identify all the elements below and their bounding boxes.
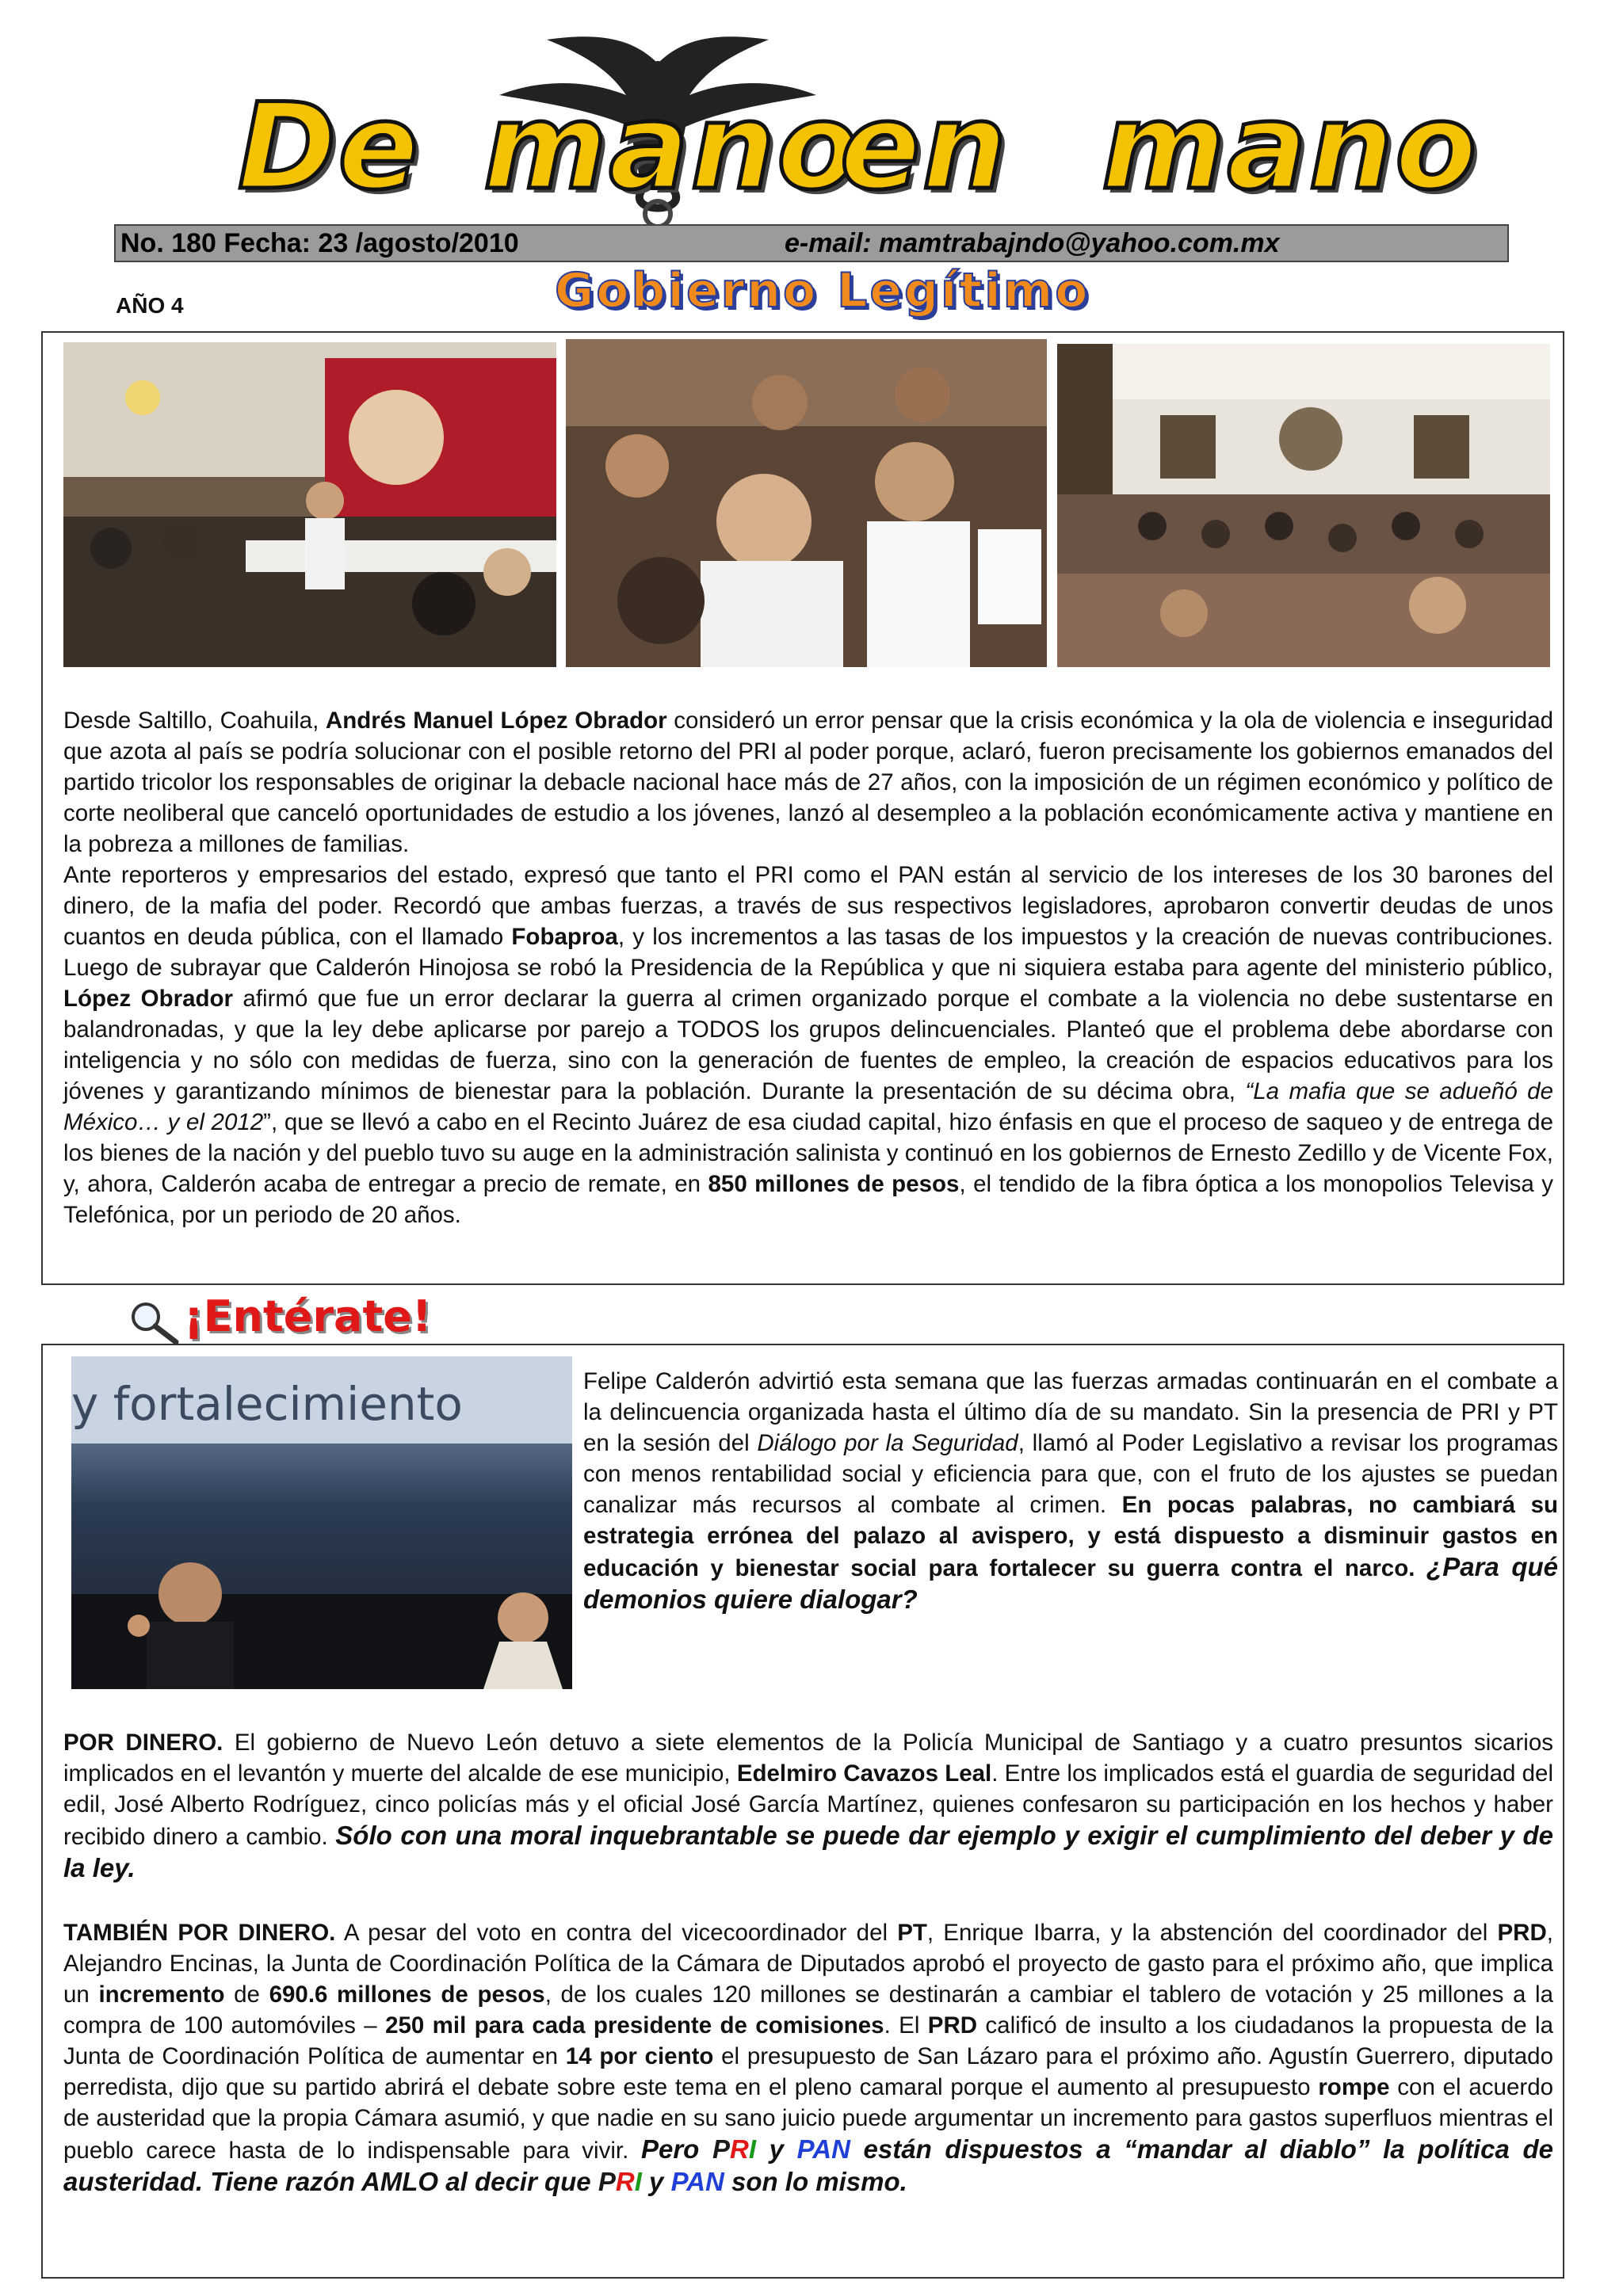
- brief-heading: TAMBIÉN POR DINERO.: [63, 1920, 336, 1946]
- year-label: AÑO 4: [116, 293, 184, 318]
- calderon-brief-text: Felipe Calderón advirtió esta semana que las fuerzas armadas continuarán en el combate a la delincuencia organizada hasta el último día de su mandato. Sin la presencia de PRI y PT en la sesión del Diálogo por la Seguridad, llamó al Poder Legislativo a revisar los programas con menos rentabilidad social y eficiencia para que, con el fruto de los ajustes se puedan canalizar más recursos al combate al crimen. En pocas palabras, no cambiará su estrategia errónea del palazo al avispero, y está dispuesto a disminuir gastos en educación y bienestar social para fortalecer su guerra contra el narco. ¿Para qué demonios quiere dialogar?: [583, 1368, 1559, 1614]
- masthead-word: De: [238, 78, 421, 216]
- main-article-paragraph: Desde Saltillo, Coahuila, Andrés Manuel López Obrador consideró un error pensar que la crisis económica y la ola de violencia e inseguridad que azota al país se podría solucionar con el posible retorno del PRI al poder porque, aclaró, fueron precisamente los gobiernos emanados del partido tricolor los responsables de originar la debacle nacional hace más de 27 años, con la imposición de un régimen económico y político de corte neoliberal que canceló oportunidades de estudio a los jóvenes, lanzó al desempleo a la población económicamente activa y mantiene en la pobreza a millones de familias.: [63, 707, 1554, 857]
- photo-caption: y fortalecimiento: [71, 1377, 463, 1431]
- magnifier-icon: [127, 1299, 182, 1347]
- photo-press-conference-image: [63, 342, 556, 667]
- photo-interview: [566, 339, 1047, 667]
- masthead-word: mano: [1102, 78, 1479, 216]
- photo-calderon-dialogue-image: [71, 1356, 572, 1689]
- amlo-name: Andrés Manuel López Obrador: [325, 707, 667, 734]
- masthead-word: en: [840, 78, 1009, 216]
- brief-heading: POR DINERO.: [63, 1730, 223, 1756]
- contact-email: e-mail: mamtrabajndo@yahoo.com.mx: [785, 228, 1280, 258]
- issue-number-date: No. 180 Fecha: 23 /agosto/2010: [120, 228, 519, 258]
- photo-calderon-dialogue: [71, 1356, 572, 1689]
- por-dinero-brief-text: POR DINERO. El gobierno de Nuevo León detuvo a siete elementos de la Policía Municipal de Santiago y a cuatro presuntos sicarios implicados en el levantón y muerte del alcalde de ese municipio, Edelmiro Cavazos Leal. Entre los implicados está el guardia de seguridad del edil, José Alberto Rodríguez, cinco policías más y el oficial José García Martínez, quienes confesaron su participación en los hechos y haber recibido dinero a cambio. Sólo con una moral inquebrantable se puede dar ejemplo y exigir el cumplimiento del deber y de la ley.: [63, 1730, 1553, 1882]
- photo-interview-image: [566, 339, 1047, 667]
- masthead-title: [238, 76, 1479, 235]
- gobierno-legitimo-banner: Gobierno Legítimo: [555, 263, 1090, 318]
- book-title: “La mafia que se adueñó de México… y el 2012: [63, 1078, 1553, 1135]
- tambien-por-dinero-brief-text: TAMBIÉN POR DINERO. A pesar del voto en contra del vicecoordinador del PT, Enrique Ibarra, y la abstención del coordinador del PRD, Alejandro Encinas, la Junta de Coordinación Política de la Cámara de Diputados aprobó el proyecto de gasto para el próximo año, que implica un incremento de 690.6 millones de pesos, de los cuales 120 millones se destinarán a cambiar el tablero de votación y 25 millones a la compra de 100 automóviles – 250 mil para cada presidente de comisiones. El PRD calificó de insulto a los ciudadanos la propuesta de la Junta de Coordinación Política de aumentar en 14 por ciento el presupuesto de San Lázaro para el próximo año. Agustín Guerrero, diputado perredista, dijo que su partido abrirá el debate sobre este tema en el pleno camaral porque el aumento al presupuesto rompe con el acuerdo de austeridad que la propia Cámara asumió, y que nadie en su sano juicio puede argumentar un incremento para gastos superfluos mientras el pueblo carece hasta de lo indispensable para vivir. Pero PRI y PAN están dispuestos a “mandar al diablo” la política de austeridad. Tiene razón AMLO al decir que PRI y PAN son lo mismo.: [63, 1920, 1554, 2196]
- main-article-text: [63, 705, 1553, 1230]
- main-article-paragraph: Ante reporteros y empresarios del estado, expresó que tanto el PRI como el PAN están al servicio de los intereses de los 30 barones del dinero, de la mafia del poder. Recordó que ambas fuerzas, a través de sus respectivos legisladores, aprobaron convertir deudas de unos cuantos en deuda pública, con el llamado Fobaproa, y los incrementos a las tasas de los impuestos y la creación de nuevas contribuciones. Luego de subrayar que Calderón Hinojosa se robó la Presidencia de la República y que ni siquiera estaba para agente del ministerio público, López Obrador afirmó que fue un error declarar la guerra al crimen organizado porque el combate a la violencia no debe sustentarse en balandronadas, y que la ley debe aplicarse por parejo a TODOS los grupos delincuenciales. Planteó que el problema debe abordarse con inteligencia y no sólo con medidas de fuerza, sino con la generación de fuentes de empleo, la creación de espacios educativos para los jóvenes y garantizando mínimos de bienestar para la población. Durante la presentación de su décima obra, “La mafia que se adueñó de México… y el 2012”, que se llevó a cabo en el Recinto Juárez de esa ciudad capital, hizo énfasis en que el proceso de saqueo y de entrega de los bienes de la nación y del pueblo tuvo su auge en la administración salinista y continuó en los gobiernos de Ernesto Zedillo y de Vicente Fox, y, ahora, Calderón acaba de entregar a precio de remate, en 850 millones de pesos, el tendido de la fibra óptica a los monopolios Televisa y Telefónica, por un periodo de 20 años.: [63, 862, 1553, 1228]
- photo-audience-image: [1057, 344, 1550, 667]
- photo-audience: [1057, 344, 1550, 667]
- enterate-title: ¡Entérate!: [184, 1291, 432, 1341]
- masthead-word: mano: [483, 78, 861, 216]
- photo-press-conference: [63, 342, 556, 667]
- issue-info-bar: [114, 224, 1509, 262]
